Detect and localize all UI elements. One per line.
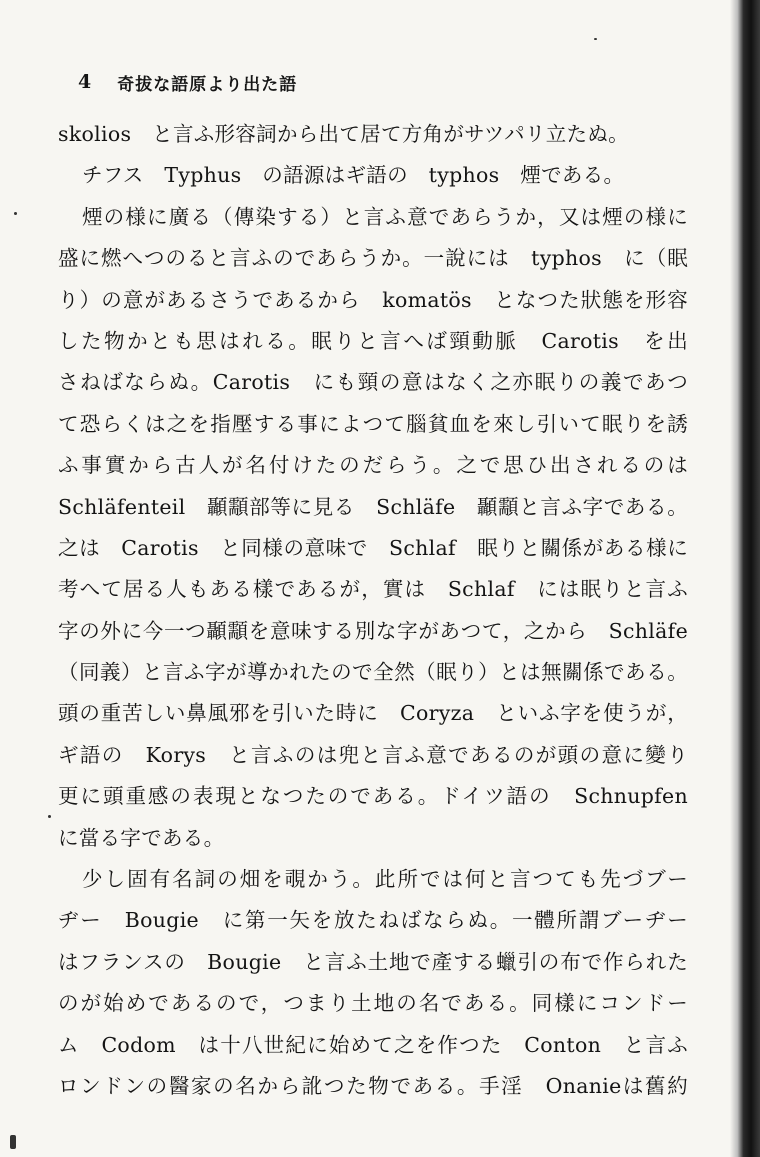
text-line: 考へて居る人もある樣であるが，實は Schlaf には眠りと言ふ (58, 577, 688, 602)
text-line: 之は Carotis と同様の意味で Schlaf 眠りと關係がある様に (58, 535, 688, 560)
text-line: ロンドンの醫家の名から訛つた物である。手淫 Onanieは舊約 (58, 1073, 688, 1098)
text-line: さねばならぬ。Carotis にも頸の意はなく之亦眠りの義であつ (58, 370, 688, 395)
text-line: のが始めであるので，つまり土地の名である。同樣にコンドー (58, 991, 688, 1016)
text-line: ギ語の Korys と言ふのは兜と言ふ意であるのが頭の意に變り (58, 742, 688, 767)
text-line: （同義）と言ふ字が導かれたので全然（眠り）とは無關係である。 (58, 660, 688, 685)
text-line: り）の意があるさうであるから komatös となつた狀態を形容 (58, 287, 688, 312)
text-line: 少し固有名詞の畑を覗かう。此所では何と言つても先づブー (82, 867, 688, 892)
text-line: した物かとも思はれる。眠りと言へば頸動脈 Carotis を出 (58, 328, 688, 353)
scan-speck (10, 1135, 16, 1149)
page-header (78, 66, 297, 98)
body-text (58, 114, 688, 1107)
book-spine-shadow (730, 0, 760, 1157)
text-line: Schläfenteil 顳顬部等に見る Schläfe 顳顬と言ふ字である。 (58, 494, 688, 519)
text-line: 煙の様に廣る（傳染する）と言ふ意であらうか，又は煙の様に (82, 204, 688, 229)
text-line: て恐らくは之を指壓する事によつて腦貧血を來し引いて眠りを誘 (58, 411, 688, 436)
scan-speck (594, 38, 597, 40)
text-line: ヂー Bougie に第一矢を放たねばならぬ。一體所謂ブーヂー (58, 908, 688, 933)
text-line: 盛に燃へつのると言ふのであらうか。一說には typhos に（眠 (58, 246, 688, 271)
scan-speck (48, 815, 51, 818)
text-line: はフランスの Bougie と言ふ土地で產する蠟引の布で作られた (58, 949, 688, 974)
text-line: 字の外に今一つ顳顬を意味する別な字があつて，之から Schläfe (58, 618, 688, 643)
text-line: に當る字である。 (58, 825, 225, 850)
scan-speck (14, 212, 17, 215)
text-line: skolios と言ふ形容詞から出て居て方角がサツパリ立たぬ。 (58, 122, 629, 146)
running-title: 奇拔な語原より出た語 (117, 74, 298, 95)
text-line: 更に頭重感の表現となつたのである。ドイツ語の Schnupfen (58, 784, 688, 809)
text-line: 頭の重苦しい鼻風邪を引いた時に Coryza といふ字を使うが， (58, 701, 688, 726)
page-number: 4 (78, 71, 92, 93)
text-line: ふ事實から古人が名付けたのだらう。之で思ひ出されるのは (58, 453, 688, 478)
text-line: チフス Typhus の語源はギ語の typhos 煙である。 (82, 163, 625, 188)
text-line: ム Codom は十八世紀に始めて之を作つた Conton と言ふ (58, 1032, 688, 1057)
